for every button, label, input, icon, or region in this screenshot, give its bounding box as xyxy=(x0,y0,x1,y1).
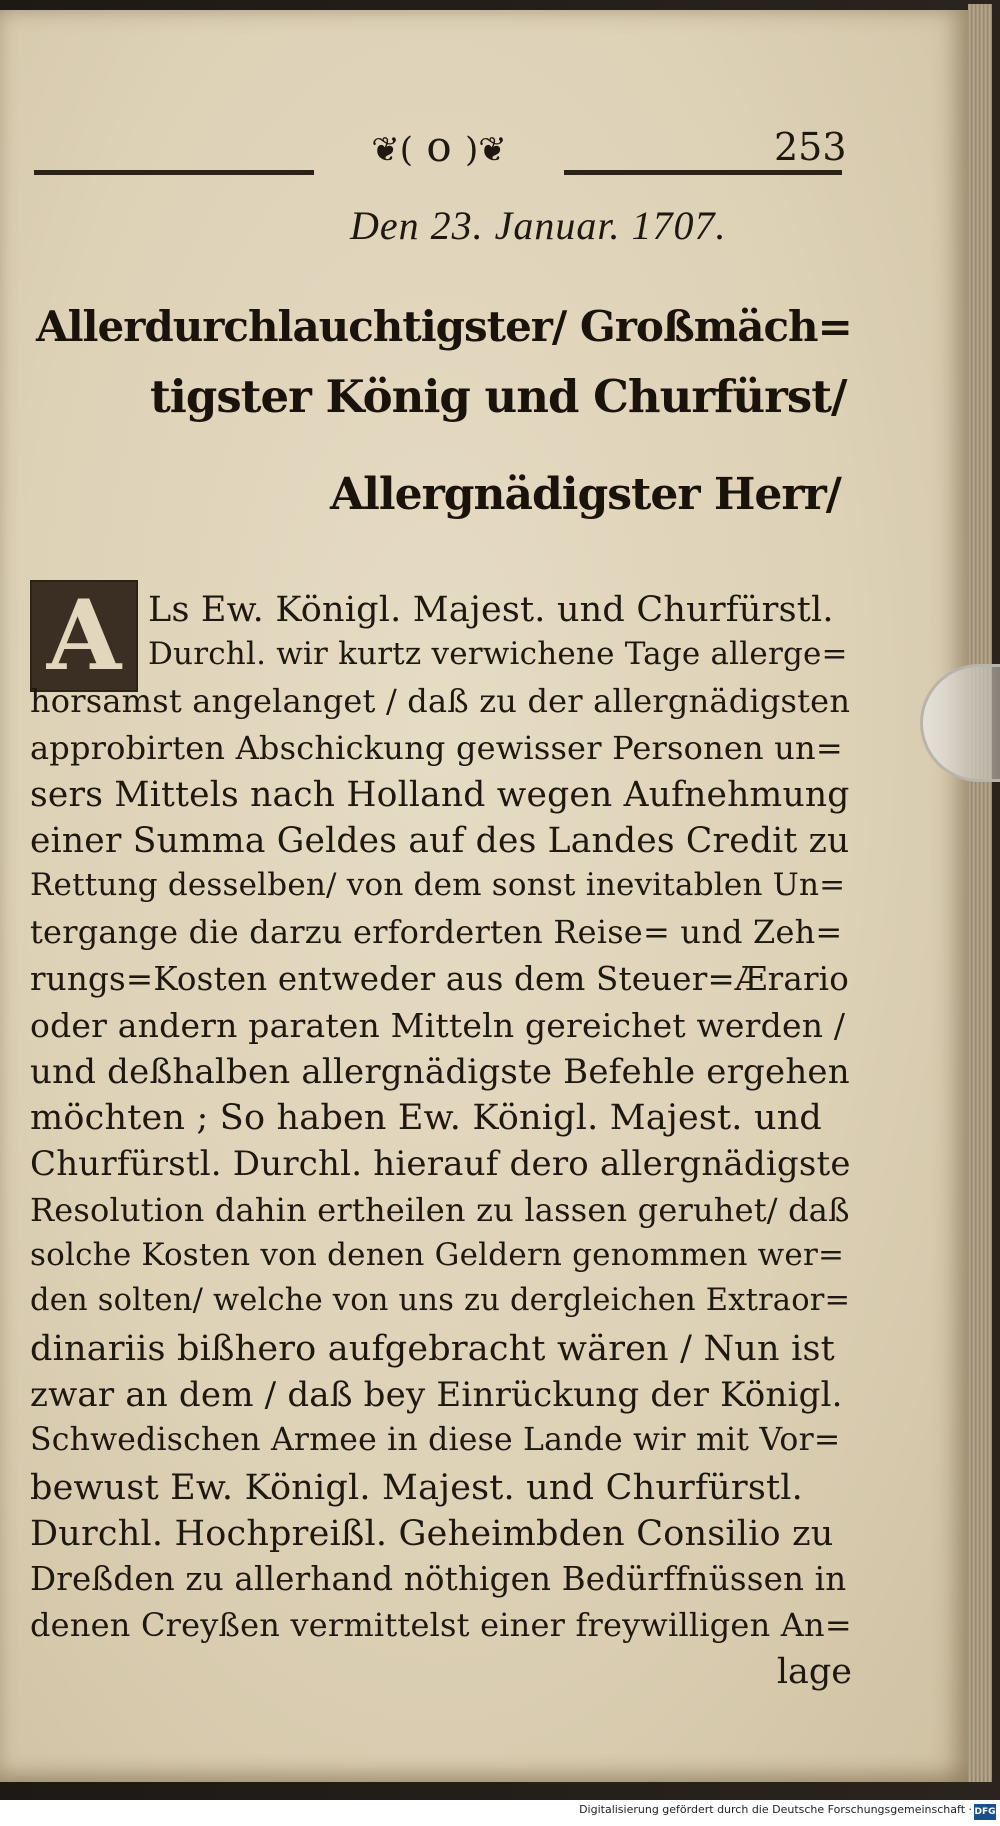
salutation-line-1: Allerdurchlauchtigster/ Großmäch= xyxy=(36,302,852,351)
ornament-center: o xyxy=(426,122,452,171)
body-line: horsamst angelanget / daß zu der allergnädigsten xyxy=(30,682,851,721)
body-line: dinariis bißhero aufgebracht wären / Nun ist xyxy=(30,1329,835,1370)
body-line: Dreßden zu allerhand nöthigen Bedürffnüssen in xyxy=(30,1560,847,1599)
body-line: Durchl. wir kurtz verwichene Tage allerge= xyxy=(148,636,848,673)
ornament-left-icon: ❦( xyxy=(371,130,413,170)
body-line: Ls Ew. Königl. Majest. und Churfürstl. xyxy=(148,590,834,630)
body-line: denen Creyßen vermittelst einer freywilligen An= xyxy=(30,1606,852,1645)
salutation-line-2: tigster König und Churfürst/ xyxy=(150,370,847,423)
ornament-right-icon: )❦ xyxy=(465,130,507,170)
body-line: den solten/ welche von uns zu dergleichen Extraor= xyxy=(30,1283,851,1318)
dfg-logo: DFG xyxy=(974,1804,996,1820)
header-rule-left xyxy=(34,170,314,175)
body-line: approbirten Abschickung gewisser Personen un= xyxy=(30,728,843,767)
salutation-line-3: Allergnädigster Herr/ xyxy=(330,469,841,520)
header-ornament xyxy=(314,118,564,176)
page-number: 253 xyxy=(774,125,847,169)
body-line: bewust Ew. Königl. Majest. und Churfürstl. xyxy=(30,1467,803,1508)
body-line: zwar an dem / daß bey Einrückung der Königl. xyxy=(30,1375,843,1416)
body-line: sers Mittels nach Holland wegen Aufnehmung xyxy=(30,774,850,815)
body-line: Durchl. Hochpreißl. Geheimbden Consilio zu xyxy=(30,1514,834,1554)
body-line: solche Kosten von denen Geldern genommen wer= xyxy=(30,1236,845,1273)
body-line: Schwedischen Armee in diese Lande wir mit Vor= xyxy=(30,1421,841,1458)
body-line: rungs=Kosten entweder aus dem Steuer=Ærario xyxy=(30,959,850,998)
date-line: Den 23. Januar. 1707. xyxy=(350,203,727,248)
body-line: Resolution dahin ertheilen zu lassen geruhet/ daß xyxy=(30,1190,850,1229)
running-header xyxy=(34,118,847,178)
body-line: Churfürstl. Durchl. hierauf dero allergnädigste xyxy=(30,1144,851,1185)
body-line: Rettung desselben/ von dem sonst inevitablen Un= xyxy=(30,867,846,904)
page-edge xyxy=(968,4,992,1782)
body-line: und deßhalben allergnädigste Befehle ergehen xyxy=(30,1052,850,1092)
body-line: einer Summa Geldes auf des Landes Credit zu xyxy=(30,821,850,861)
body-line: tergange die darzu erforderten Reise= und Zeh= xyxy=(30,913,843,952)
catchword: lage xyxy=(776,1652,852,1692)
body-line: möchten ; So haben Ew. Königl. Majest. und xyxy=(30,1098,823,1139)
body-line: oder andern paraten Mitteln gereichet werden / xyxy=(30,1005,846,1045)
digitization-credit: Digitalisierung gefördert durch die Deutsche Forschungsgemeinschaft · xyxy=(579,1803,972,1816)
decorated-initial: A xyxy=(30,580,138,692)
